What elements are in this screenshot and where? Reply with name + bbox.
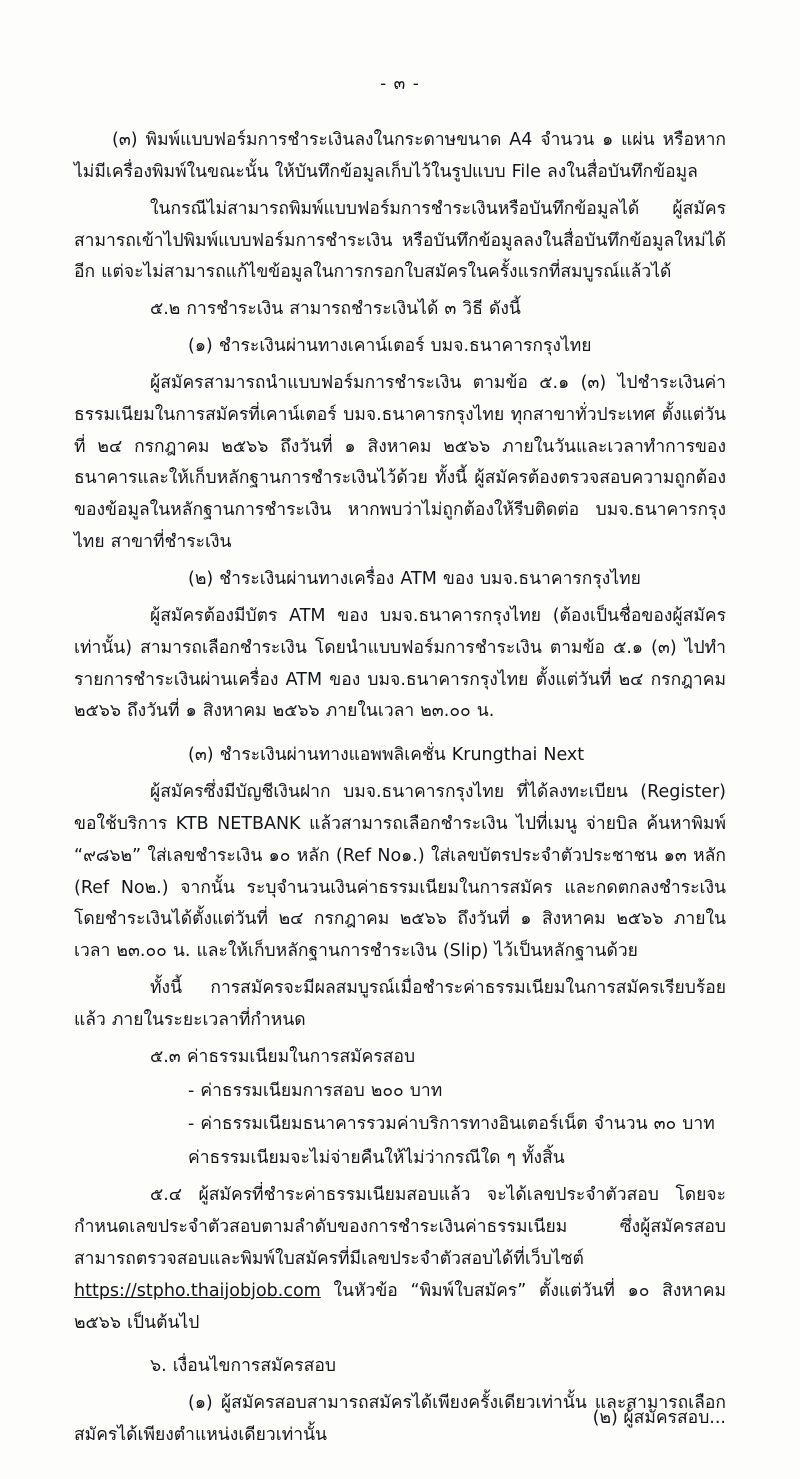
website-link[interactable]: https://stpho.thaijobjob.com (74, 1280, 321, 1301)
fee-no-refund-note: ค่าธรรมเนียมจะไม่จ่ายคืนให้ไม่ว่ากรณีใด ๆ ทั้งสิ้น (188, 1148, 565, 1169)
footer-continuation-note: (๒) ผู้สมัครสอบ... (592, 1408, 726, 1428)
fee-item-exam: - ค่าธรรมเนียมการสอบ ๒๐๐ บาท (188, 1080, 443, 1101)
paragraph-cannot-print: ในกรณีไม่สามารถพิมพ์แบบฟอร์มการชำระเงินหรือบันทึกข้อมูลได้ ผู้สมัครสามารถเข้าไปพิมพ์แบบฟอร์มการชำระเงิน หรือบันทึกข้อมูลลงในสื่อบันทึกข้อมูลใหม่ได้อีก แต่จะไม่สามารถแก้ไขข้อมูลในการกรอกใบสมัครในครั้งแรกที่สมบูรณ์แล้วได้ (74, 198, 726, 283)
paragraph-print-form: (๓) พิมพ์แบบฟอร์มการชำระเงินลงในกระดาษขนาด A4 จำนวน ๑ แผ่น หรือหากไม่มีเครื่องพิมพ์ในขณะนั้น ให้บันทึกข้อมูลเก็บไว้ในรูปแบบ File ลงในสื่อบันทึกข้อมูล (74, 130, 726, 182)
section-heading-6: ๖. เงื่อนไขการสมัครสอบ (150, 1356, 336, 1377)
payment-method-1-body: ผู้สมัครสามารถนำแบบฟอร์มการชำระเงิน ตามข้อ ๕.๑ (๓) ไปชำระเงินค่าธรรมเนียมในการสมัครที่เคาน์เตอร์ บมจ.ธนาคารกรุงไทย ทุกสาขาทั่วประเทศ ตั้งแต่วันที่ ๒๔ กรกฎาคม ๒๕๖๖ ถึงวันที่ ๑ สิงหาคม ๒๕๖๖ ภายในวันและเวลาทำการของธนาคารและให้เก็บหลักฐานการชำระเงินไว้ด้วย ทั้งนี้ ผู้สมัครต้องตรวจสอบความถูกต้องของข้อมูลในหลักฐานการชำระเงิน หากพบว่าไม่ถูกต้องให้รีบติดต่อ บมจ.ธนาคารกรุงไทย สาขาที่ชำระเงิน (74, 372, 726, 553)
payment-method-3-body: ผู้สมัครซึ่งมีบัญชีเงินฝาก บมจ.ธนาคารกรุงไทย ที่ได้ลงทะเบียน (Register) ขอใช้บริการ KTB NETBANK แล้วสามารถเลือกชำระเงิน ไปที่เมนู จ่ายบิล ค้นหาพิมพ์ “๙๘๖๒” ใส่เลขชำระเงิน ๑๐ หลัก (Ref No๑.) ใส่เลขบัตรประจำตัวประชาชน ๑๓ หลัก (Ref No๒.) จากนั้น ระบุจำนวนเงินค่าธรรมเนียมในการสมัคร และกดตกลงชำระเงินโดยชำระเงินได้ตั้งแต่วันที่ ๒๔ กรกฎาคม ๒๕๖๖ ถึงวันที่ ๑ สิงหาคม ๒๕๖๖ ภายในเวลา ๒๓.๐๐ น. และให้เก็บหลักฐานการชำระเงิน (Slip) ไว้เป็นหลักฐานด้วย (74, 782, 726, 962)
payment-method-1-heading: (๑) ชำระเงินผ่านทางเคาน์เตอร์ บมจ.ธนาคารกรุงไทย (188, 336, 592, 357)
section-heading-5-3: ๕.๓ ค่าธรรมเนียมในการสมัครสอบ (150, 1046, 416, 1067)
payment-method-3-heading: (๓) ชำระเงินผ่านทางแอพพลิเคชั่น Krungthai Next (188, 745, 585, 766)
payment-method-2-heading: (๒) ชำระเงินผ่านทางเครื่อง ATM ของ บมจ.ธนาคารกรุงไทย (188, 568, 641, 589)
payment-method-2-body: ผู้สมัครต้องมีบัตร ATM ของ บมจ.ธนาคารกรุงไทย (ต้องเป็นชื่อของผู้สมัครเท่านั้น) สามารถเลือกชำระเงิน โดยนำแบบฟอร์มการชำระเงิน ตามข้อ ๕.๑ (๓) ไปทำรายการชำระเงินผ่านเครื่อง ATM ของ บมจ.ธนาคารกรุงไทย ตั้งแต่วันที่ ๒๔ กรกฎาคม ๒๕๖๖ ถึงวันที่ ๑ สิงหาคม ๒๕๖๖ ภายในเวลา ๒๓.๐๐ น. (74, 605, 726, 722)
section-heading-5-4 (74, 1180, 726, 1339)
section-heading-5-2: ๕.๒ การชำระเงิน สามารถชำระเงินได้ ๓ วิธี ดังนี้ (150, 299, 521, 320)
condition-item-1: (๑) ผู้สมัครสอบสามารถสมัครได้เพียงครั้งเดียวเท่านั้น และสามารถเลือกสมัครได้เพียงตำแหน่งเดียวเท่านั้น (74, 1393, 726, 1446)
section-5-4-text-after: ในหัวข้อ “พิมพ์ใบสมัคร” ตั้งแต่วันที่ ๑๐ สิงหาคม ๒๕๖๖ เป็นต้นไป (74, 1280, 726, 1333)
section-5-4-text-before: ๕.๔ ผู้สมัครที่ชำระค่าธรรมเนียมสอบแล้ว จะได้เลขประจำตัวสอบ โดยจะกำหนดเลขประจำตัวสอบตามลำดับของการชำระเงินค่าธรรมเนียม ซึ่งผู้สมัครสอบสามารถตรวจสอบและพิมพ์ใบสมัครที่มีเลขประจำตัวสอบได้ที่เว็บไซต์ (74, 1185, 726, 1269)
paragraph-registration-complete: ทั้งนี้ การสมัครจะมีผลสมบูรณ์เมื่อชำระค่าธรรมเนียมในการสมัครเรียบร้อยแล้ว ภายในระยะเวลาที่กำหนด (74, 978, 726, 1030)
fee-item-bank: - ค่าธรรมเนียมธนาคารรวมค่าบริการทางอินเตอร์เน็ต จำนวน ๓๐ บาท (188, 1114, 715, 1135)
page-number: - ๓ - (380, 74, 420, 94)
